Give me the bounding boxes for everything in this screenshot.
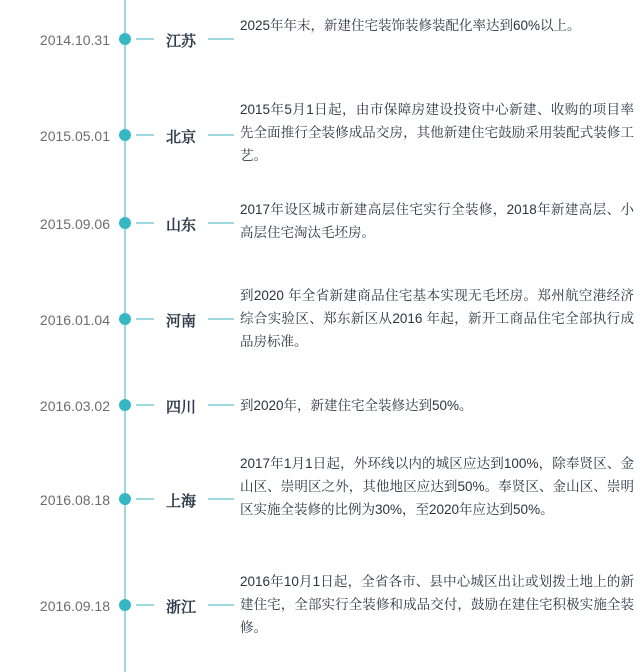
timeline-policy-text: 2015年5月1日起，由市保障房建设投资中心新建、收购的项目率先全面推行全装修成品交房，其他新建住宅鼓励采用装配式装修工艺。 [240, 102, 634, 163]
timeline-policy-text: 2016年10月1日起，全省各市、县中心城区出让或划拨土地上的新建住宅，全部实行全装修和成品交付，鼓励在建住宅积极实施全装修。 [240, 574, 634, 635]
timeline-row [0, 188, 642, 274]
timeline-region: 四川 [165, 399, 196, 416]
timeline-dot-icon [119, 313, 131, 325]
timeline-dot-icon [119, 217, 131, 229]
timeline-date: 2016.03.02 [39, 398, 110, 414]
timeline-policy-text: 2025年年末，新建住宅装饰装修装配化率达到60%以上。 [240, 18, 581, 33]
timeline-policy-text: 2017年设区城市新建高层住宅实行全装修，2018年新建高层、小高层住宅淘汰毛坯房。 [240, 202, 634, 240]
timeline-dot-icon [119, 33, 131, 45]
timeline-dot-icon [119, 399, 131, 411]
timeline-region: 河南 [165, 313, 196, 330]
timeline-row [0, 562, 642, 666]
timeline-region: 山东 [165, 217, 196, 234]
timeline-policy-text: 2017年1月1日起，外环线以内的城区应达到100%，除奉贤区、金山区、崇明区之外，其他地区应达到50%。奉贤区、金山区、崇明区实施全装修的比例为30%，至2020年应达到50%。 [240, 456, 634, 517]
timeline-region: 江苏 [165, 33, 196, 50]
timeline-date: 2016.01.04 [39, 312, 110, 328]
timeline-connector-secondary [208, 134, 234, 136]
timeline-connector-secondary [208, 404, 234, 406]
timeline-policy-text: 到2020年，新建住宅全装修达到50%。 [240, 398, 473, 413]
timeline-date: 2014.10.31 [39, 32, 110, 48]
timeline-connector-secondary [208, 498, 234, 500]
timeline-dot-icon [119, 129, 131, 141]
timeline-row [0, 274, 642, 370]
timeline-connector-secondary [208, 38, 234, 40]
timeline-region: 浙江 [165, 599, 196, 616]
timeline-region: 北京 [165, 129, 196, 146]
timeline-date: 2015.09.06 [39, 216, 110, 232]
timeline-date: 2016.08.18 [39, 492, 110, 508]
timeline-connector-secondary [208, 604, 234, 606]
timeline-row [0, 0, 642, 88]
timeline-policy-text: 到2020 年全省新建商品住宅基本实现无毛坯房。郑州航空港经济综合实验区、郑东新区从2016 年起，新开工商品住宅全部执行成品房标准。 [240, 288, 634, 349]
timeline-date: 2016.09.18 [39, 598, 110, 614]
timeline-connector-secondary [208, 222, 234, 224]
timeline-date: 2015.05.01 [39, 128, 110, 144]
timeline-row [0, 442, 642, 562]
timeline-dot-icon [119, 599, 131, 611]
timeline-row [0, 370, 642, 442]
timeline-dot-icon [119, 493, 131, 505]
timeline-region: 上海 [165, 493, 196, 510]
timeline-row [0, 88, 642, 188]
timeline-connector-secondary [208, 318, 234, 320]
